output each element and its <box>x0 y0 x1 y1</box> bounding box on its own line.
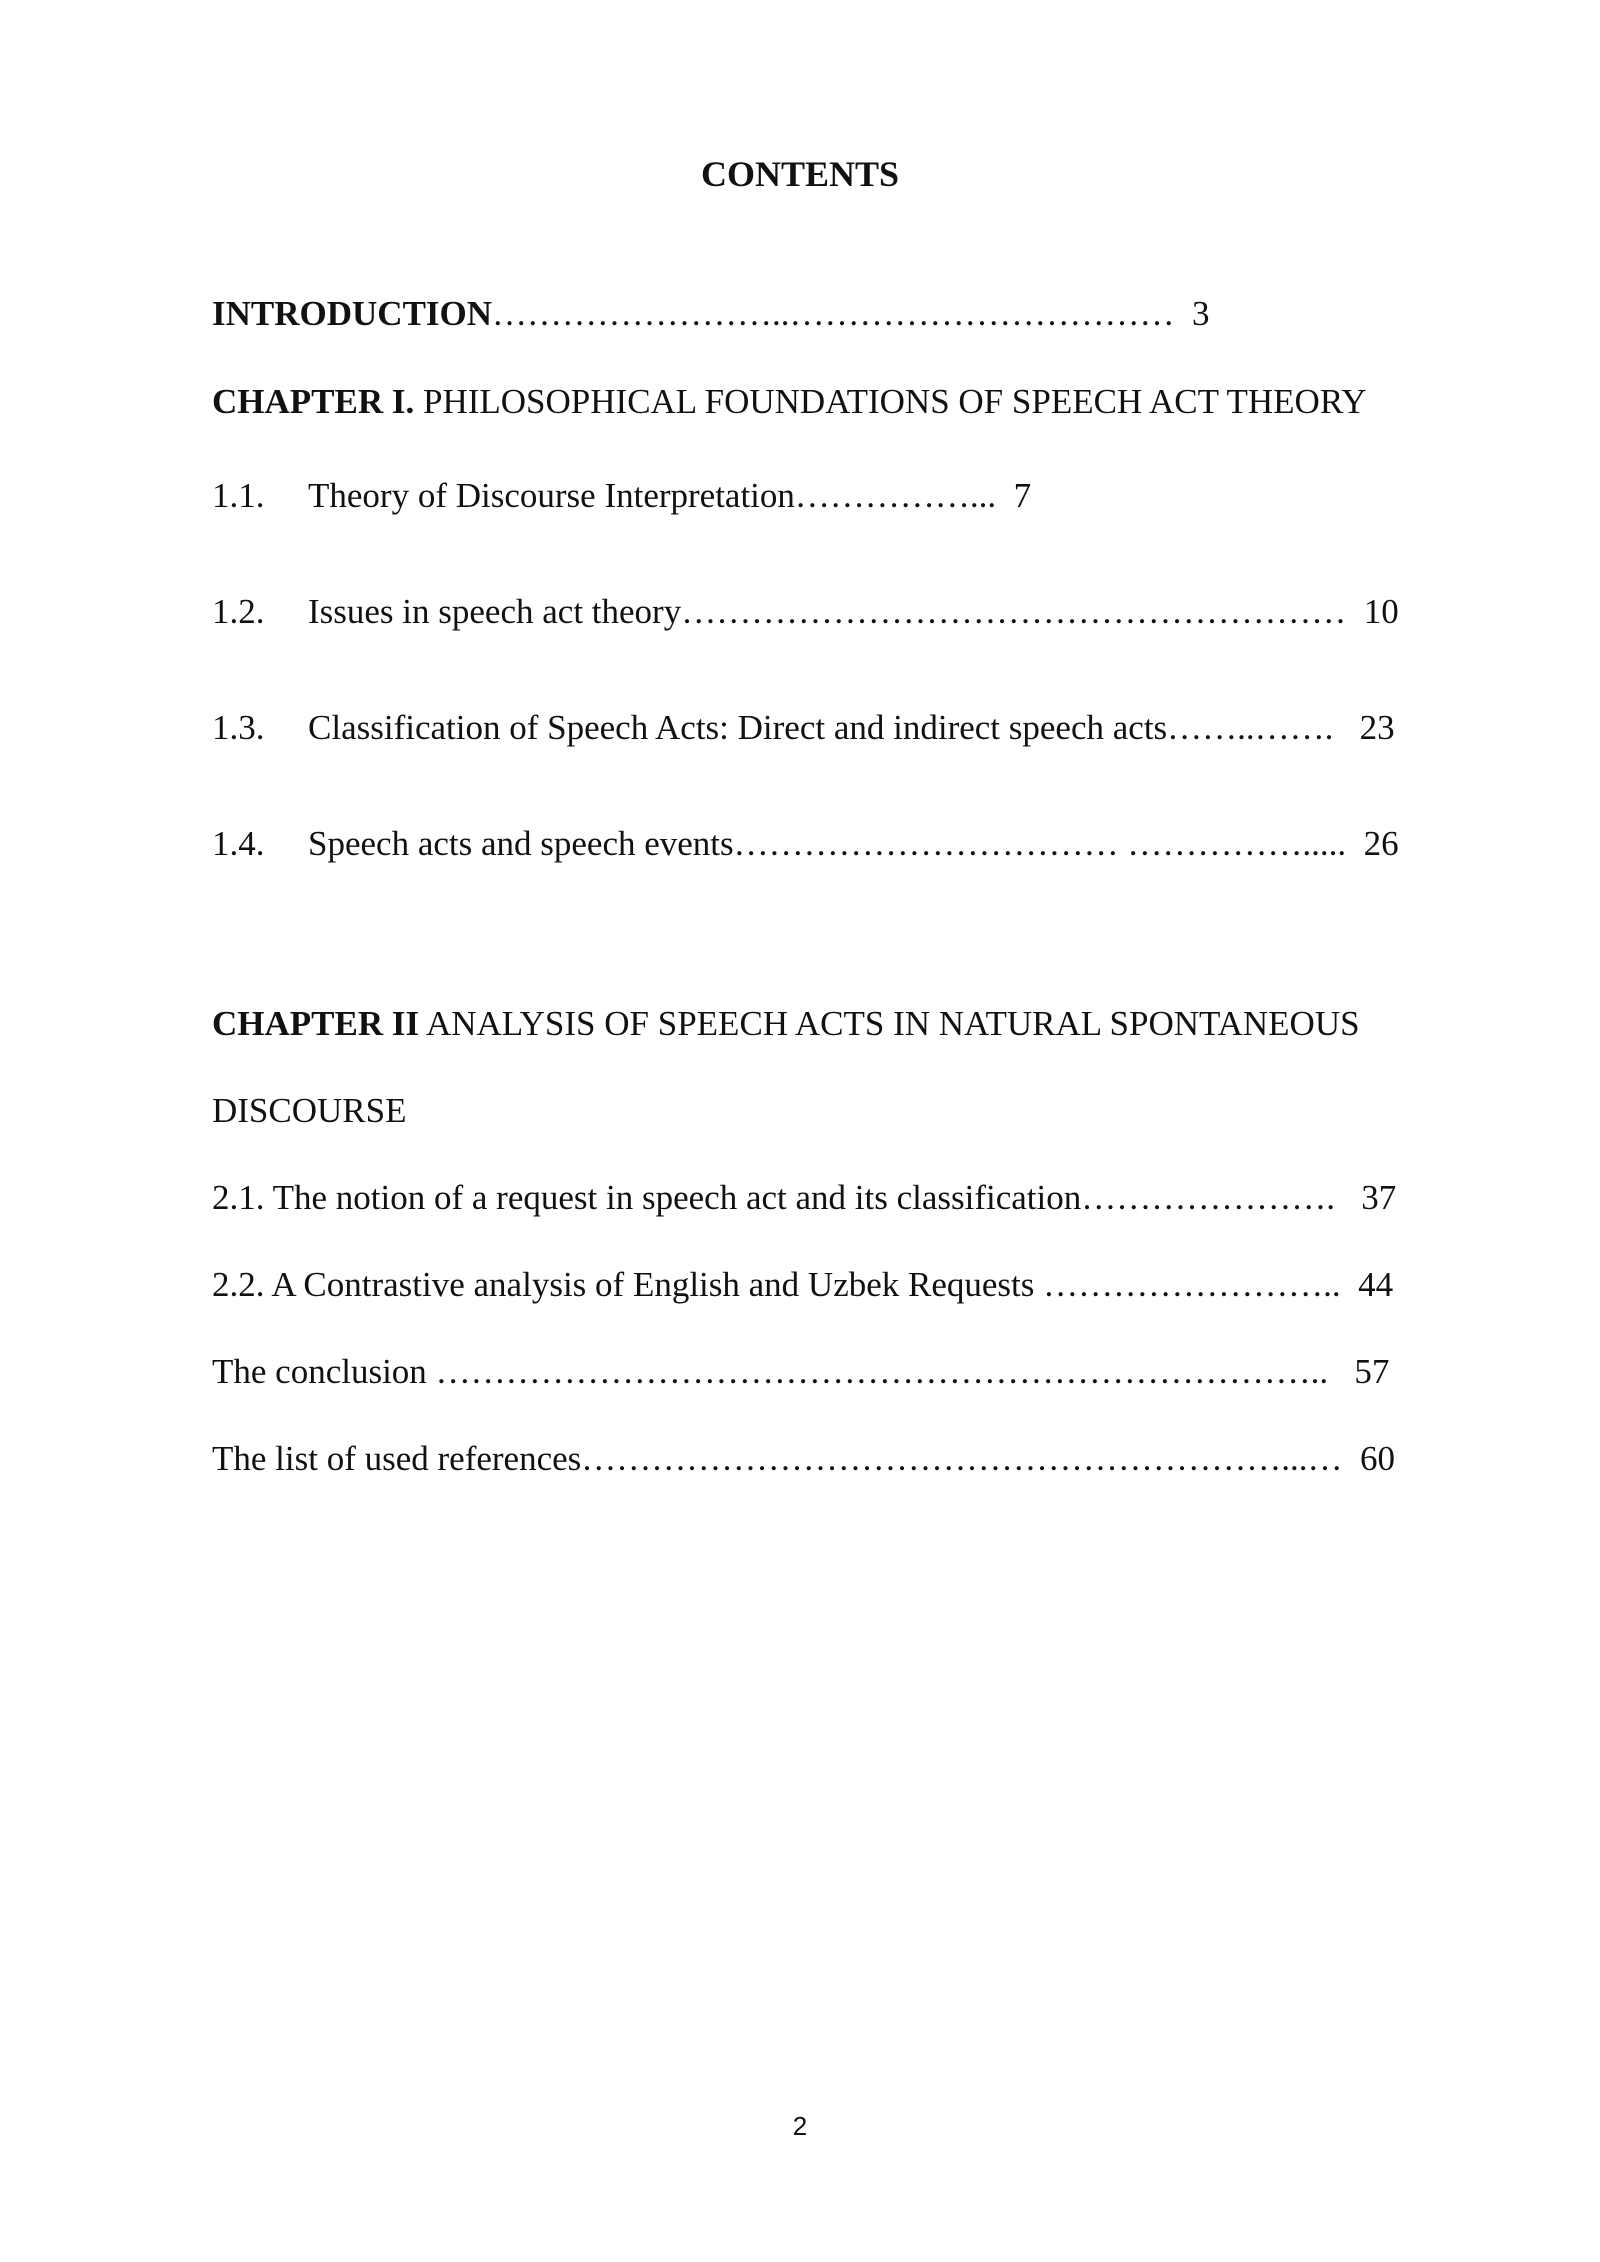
toc-entry-text: PHILOSOPHICAL FOUNDATIONS OF SPEECH ACT THEORY <box>414 382 1367 421</box>
toc-entry-text: DISCOURSE <box>212 1091 407 1130</box>
toc-entry-1-2[interactable] <box>212 590 1399 634</box>
page-number: 2 <box>792 2111 808 2141</box>
toc-entry-text: Issues in speech act theory <box>308 592 682 631</box>
toc-entry-1-4[interactable] <box>212 822 1399 866</box>
toc-entry-chapter-2-continued <box>212 1089 406 1133</box>
toc-entry-chapter-2[interactable] <box>212 1002 1360 1046</box>
toc-entry-1-1[interactable] <box>212 474 1031 518</box>
toc-entry-number: 1.1. <box>212 476 265 515</box>
toc-entry-dots: ……………………..…………………………… <box>492 294 1175 333</box>
toc-entry-chapter-1[interactable] <box>212 380 1367 424</box>
toc-entry-page: 26 <box>1363 824 1399 863</box>
toc-entry-number: 1.3. <box>212 708 265 747</box>
toc-entry-page: 60 <box>1360 1439 1396 1478</box>
toc-entry-text: The conclusion <box>212 1352 436 1391</box>
toc-entry-text: Theory of Discourse Interpretation <box>308 476 795 515</box>
toc-entry-bold: CHAPTER I. <box>212 382 415 421</box>
toc-entry-dots: …………………. <box>1081 1178 1335 1217</box>
toc-entry-page: 37 <box>1361 1178 1397 1217</box>
toc-entry-dots: ……..……. <box>1167 708 1334 747</box>
toc-entry-number: 1.2. <box>212 592 265 631</box>
contents-title: CONTENTS <box>700 154 900 194</box>
toc-entry-conclusion[interactable] <box>212 1350 1389 1394</box>
toc-entry-bold: INTRODUCTION <box>212 294 493 333</box>
toc-entry-text: 2.1. The notion of a request in speech act and its classification <box>212 1178 1082 1217</box>
toc-entry-dots: ……………... <box>794 476 997 515</box>
toc-entry-dots: ………………………………………………………………….. <box>435 1352 1329 1391</box>
toc-entry-number: 1.4. <box>212 824 265 863</box>
toc-entry-page: 23 <box>1359 708 1395 747</box>
toc-entry-introduction[interactable] <box>212 292 1210 336</box>
toc-entry-page: 57 <box>1354 1352 1390 1391</box>
toc-entry-text: Speech acts and speech events <box>308 824 734 863</box>
toc-entry-text: Classification of Speech Acts: Direct and indirect speech acts <box>308 708 1168 747</box>
toc-entry-text: ANALYSIS OF SPEECH ACTS IN NATURAL SPONTANEOUS <box>419 1004 1360 1043</box>
toc-entry-dots: …………………………… ……………..... <box>733 824 1347 863</box>
toc-entry-dots: ………………………………………………… <box>681 592 1347 631</box>
toc-entry-text: The list of used references <box>212 1439 582 1478</box>
toc-entry-2-1[interactable] <box>212 1176 1396 1220</box>
toc-entry-dots: ……………………………………………………...… <box>581 1439 1343 1478</box>
toc-entry-references[interactable] <box>212 1437 1395 1481</box>
toc-entry-page: 7 <box>1013 476 1032 515</box>
toc-entry-dots: …………………….. <box>1043 1265 1341 1304</box>
toc-entry-page: 44 <box>1358 1265 1394 1304</box>
toc-entry-page: 10 <box>1363 592 1399 631</box>
toc-entry-1-3[interactable] <box>212 706 1395 750</box>
toc-entry-bold: CHAPTER II <box>212 1004 420 1043</box>
toc-entry-page: 3 <box>1192 294 1210 333</box>
toc-entry-text: 2.2. A Contrastive analysis of English and Uzbek Requests <box>212 1265 1044 1304</box>
toc-entry-2-2[interactable] <box>212 1263 1393 1307</box>
